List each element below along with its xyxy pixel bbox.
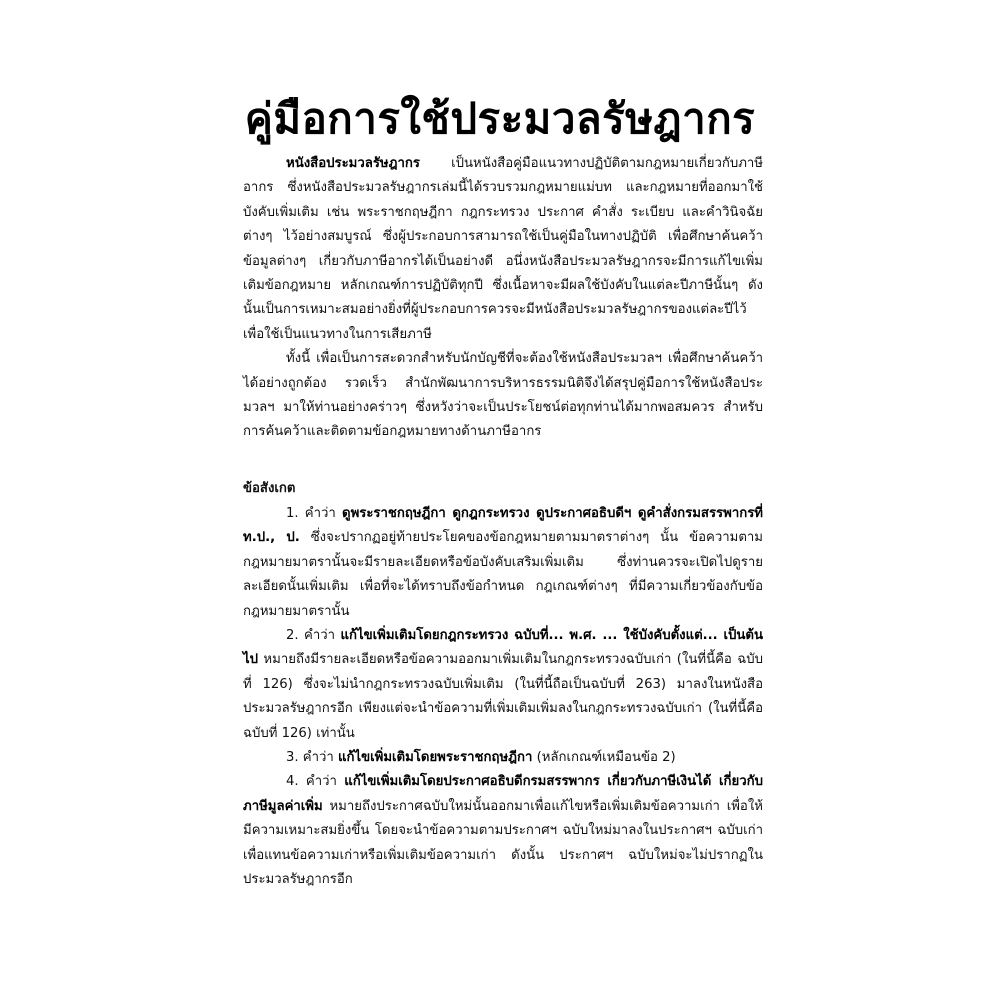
note-bold-term: แก้ไขเพิ่มเติมโดยประกาศอธิบดีกรมสรรพากร เกี่ยวกับภาษีเงินได้ เกี่ยวกับภาษีมูลค่าเพิ่ม [243,774,763,814]
intro-paragraph-1 [243,152,763,347]
page-title: คู่มือการใช้ประมวลรัษฎากร [244,94,756,143]
note-item-4 [243,770,763,892]
intro-bold-term: หนังสือประมวลรัษฎากร [286,156,420,171]
document-body [243,152,763,892]
note-item-2 [243,624,763,746]
note-lead: 4. คำว่า [286,774,345,790]
notes-heading: ข้อสังเกต [243,480,296,496]
note-bold-term: แก้ไขเพิ่มเติมโดยกฎกระทรวง ฉบับที่... พ.ศ. ... ใช้บังคับตั้งแต่... เป็นต้นไป [243,627,763,668]
note-lead: 2. คำว่า [286,627,341,643]
note-text: หมายถึงประกาศฉบับใหม่นั้นออกมาเพื่อแก้ไขหรือเพิ่มเติมข้อความเก่า เพื่อให้มีความเหมาะสมยิ่งขึ้น โดยจะนำข้อความตามประกาศฯ ฉบับใหม่มาลงในประกาศฯ ฉบับเก่า เพื่อแทนข้อความเก่าหรือเพิ่มเติมข้อความเก่า ดังนั้น ประกาศฯ ฉบับใหม่จะไม่ปรากฏในประมวลรัษฎากรอีก [243,798,763,887]
note-bold-term: แก้ไขเพิ่มเติมโดยพระราชกฤษฎีกา [338,749,533,765]
note-text: ซึ่งจะปรากฏอยู่ท้ายประโยคของข้อกฎหมายตามมาตราต่างๆ นั้น ข้อความตามกฎหมายมาตรานั้นจะมีรายละเอียดหรือข้อบังคับเสริมเพิ่มเติม ซึ่งท่านควรจะเปิดไปดูรายละเอียดนั้นเพิ่มเติม เพื่อที่จะได้ทราบถึงข้อกำหนด กฎเกณฑ์ต่างๆ ที่มีความเกี่ยวข้องกับข้อกฎหมายมาตรานั้น [243,530,763,619]
intro-paragraph-1-text: เป็นหนังสือคู่มือแนวทางปฏิบัติตามกฎหมายเกี่ยวกับภาษีอากร ซึ่งหนังสือประมวลรัษฎากรเล่มนี้ได้รวบรวมกฎหมายแม่บท และกฎหมายที่ออกมาใช้บังคับเพิ่มเติม เช่น พระราชกฤษฎีกา กฎกระทรวง ประกาศ คำสั่ง ระเบียบ และคำวินิจฉัยต่างๆ ไว้อย่างสมบูรณ์ ซึ่งผู้ประกอบการสามารถใช้เป็นคู่มือในทางปฏิบัติ เพื่อศึกษาค้นคว้าข้อมูลต่างๆ เกี่ยวกับภาษีอากรได้เป็นอย่างดี อนึ่งหนังสือประมวลรัษฎากรจะมีการแก้ไขเพิ่มเติมข้อกฎหมาย หลักเกณฑ์การปฏิบัติทุกปี ซึ่งเนื้อหาจะมีผลใช้บังคับในแต่ละปีภาษีนั้นๆ ดังนั้นเป็นการเหมาะสมอย่างยิ่งที่ผู้ประกอบการควรจะมีหนังสือประมวลรัษฎากรของแต่ละปีไว้เพื่อใช้เป็นแนวทางในการเสียภาษี [243,156,763,342]
intro-paragraph-2-text: ทั้งนี้ เพื่อเป็นการสะดวกสำหรับนักบัญชีที่จะต้องใช้หนังสือประมวลฯ เพื่อศึกษาค้นคว้าได้อย่างถูกต้อง รวดเร็ว สำนักพัฒนาการบริหารธรรมนิติจึงได้สรุปคู่มือการใช้หนังสือประมวลฯ มาให้ท่านอย่างคร่าวๆ ซึ่งหวังว่าจะเป็นประโยชน์ต่อทุกท่านได้มากพอสมควร สำหรับการค้นคว้าและติดตามข้อกฎหมายทางด้านภาษีอากร [243,351,763,440]
note-item-3 [243,746,763,770]
section-spacer [243,445,763,476]
note-text: หมายถึงมีรายละเอียดหรือข้อความออกมาเพิ่มเติมในกฎกระทรวงฉบับเก่า (ในที่นี้คือ ฉบับที่ 126) ซึ่งจะไม่นำกฎกระทรวงฉบับเพิ่มเติม (ในที่นี้ถือเป็นฉบับที่ 263) มาลงในหนังสือประมวลรัษฎากรอีก เพียงแต่จะนำข้อความที่เพิ่มเติมเพิ่มลงในกฎกระทรวงฉบับเก่า (ในที่นี้คือฉบับที่ 126) เท่านั้น [243,652,763,741]
note-item-1 [243,502,763,624]
note-text: (หลักเกณฑ์เหมือนข้อ 2) [532,749,676,765]
intro-paragraph-2 [243,347,763,445]
note-bold-term: ดูพระราชกฤษฎีกา ดูกฎกระทรวง ดูประกาศอธิบดีฯ ดูคำสั่งกรมสรรพากรที่ ท.ป., ป. [243,505,763,546]
note-lead: 1. คำว่า [286,505,342,521]
note-lead: 3. คำว่า [286,749,339,765]
